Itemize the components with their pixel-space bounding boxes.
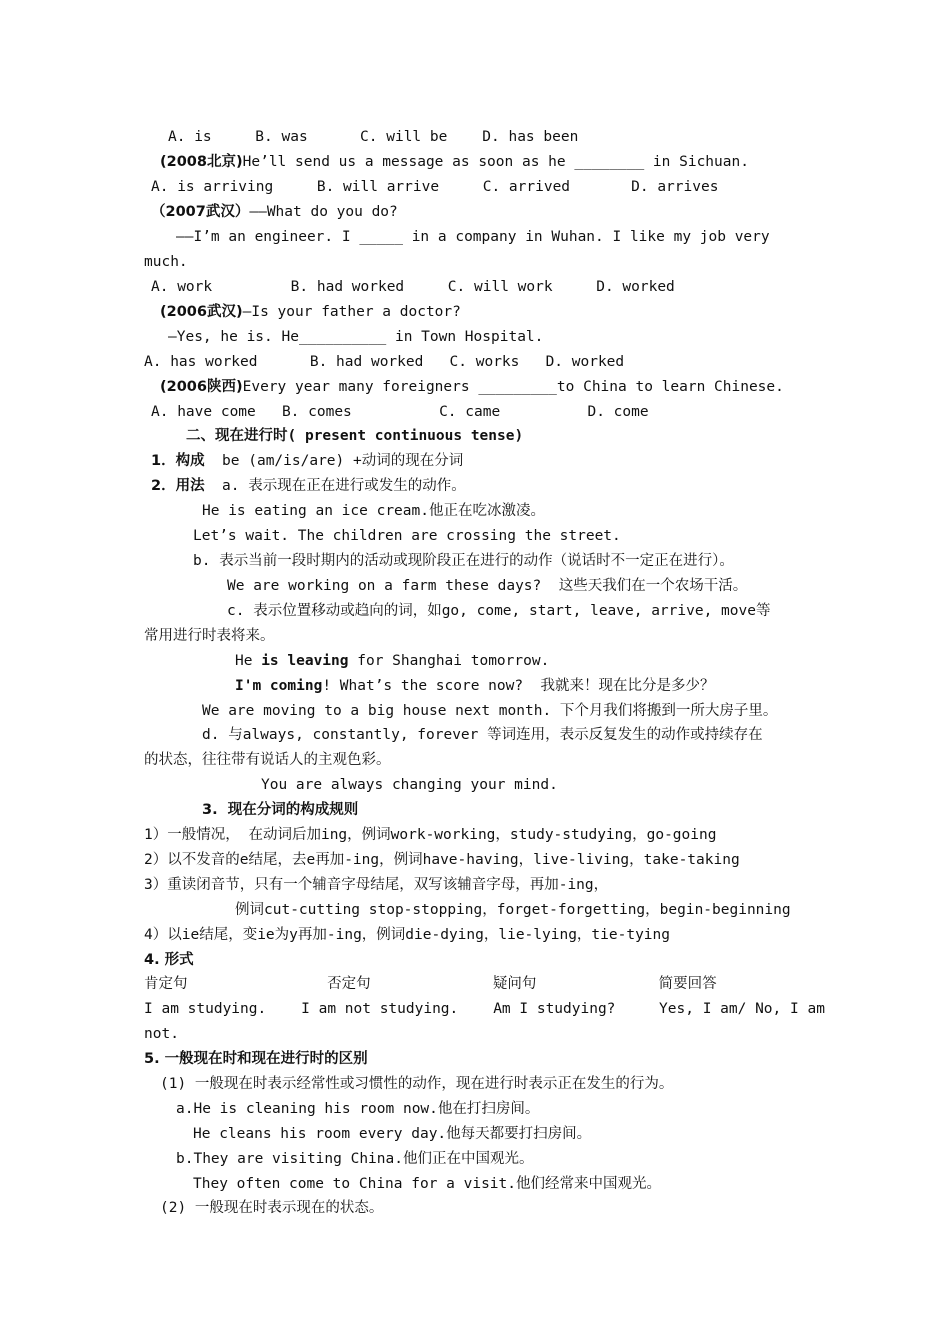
question-2006-wuhan: (2006武汉)—Is your father a doctor? <box>160 304 461 320</box>
section-heading: 二、现在进行时( present continuous tense) <box>186 428 524 444</box>
section-heading: 4. 形式 <box>144 952 194 968</box>
rule-item: 3）重读闭音节，只有一个辅音字母结尾，双写该辅音字母，再加-ing， <box>144 877 609 893</box>
form-table-row: I am studying. I am not studying. Am I studying? Yes, I am/ No, I am <box>144 1001 825 1017</box>
question-options: A. has worked B. had worked C. works D. worked <box>144 354 625 370</box>
rule-item: 2）以不发音的e结尾，去e再加-ing，例词have-having，live-living，take-taking <box>144 852 740 868</box>
question-2007-wuhan: （2007武汉）——What do you do? <box>151 204 398 220</box>
example-sentence: We are moving to a big house next month. 下个月我们将搬到一所大房子里。 <box>202 703 778 719</box>
usage-item: c. 表示位置移动或趋向的词，如go, come, start, leave, arrive, move等 <box>227 603 771 619</box>
question-2006-shaanxi: (2006陕西)Every year many foreigners _________to China to learn Chinese. <box>160 379 784 395</box>
question-line: much. <box>144 254 188 270</box>
usage-item: b. 表示当前一段时期内的活动或现阶段正在进行的动作（说话时不一定正在进行）。 <box>193 553 734 569</box>
question-options: A. work B. had worked C. will work D. worked <box>151 279 675 295</box>
section-heading: 5. 一般现在时和现在进行时的区别 <box>144 1051 368 1067</box>
section-heading: 3. 现在分词的构成规则 <box>202 802 359 818</box>
rule-item: 4）以ie结尾，变ie为y再加-ing，例词die-dying，lie-lying，tie-tying <box>144 927 670 943</box>
comparison-item: (1) 一般现在时表示经常性或习惯性的动作，现在进行时表示正在发生的行为。 <box>160 1076 674 1092</box>
usage-item: d. 与always, constantly, forever 等词连用，表示反复发生的动作或持续存在 <box>202 727 763 743</box>
example-sentence: He cleans his room every day.他每天都要打扫房间。 <box>193 1126 592 1142</box>
example-sentence: a.He is cleaning his room now.他在打扫房间。 <box>176 1101 540 1117</box>
usage-item: 2．用法 a. 表示现在正在进行或发生的动作。 <box>151 478 466 494</box>
example-sentence: They often come to China for a visit.他们经常来中国观光。 <box>193 1176 661 1192</box>
example-sentence: b.They are visiting China.他们正在中国观光。 <box>176 1151 534 1167</box>
question-options: A. is B. was C. will be D. has been <box>168 129 579 145</box>
example-sentence: You are always changing your mind. <box>261 777 558 793</box>
example-sentence: We are working on a farm these days? 这些天我们在一个农场干活。 <box>227 578 748 594</box>
example-sentence: He is leaving for Shanghai tomorrow. <box>235 653 550 669</box>
usage-item: 常用进行时表将来。 <box>144 628 275 644</box>
question-line: ——I’m an engineer. I _____ in a company in Wuhan. I like my job very <box>176 229 770 245</box>
question-2008-beijing: (2008北京)He’ll send us a message as soon as he ________ in Sichuan. <box>160 154 749 170</box>
comparison-item: (2) 一般现在时表示现在的状态。 <box>160 1200 384 1216</box>
form-table-row: not. <box>144 1026 179 1042</box>
question-options: A. is arriving B. will arrive C. arrived D. arrives <box>151 179 719 195</box>
question-line: —Yes, he is. He__________ in Town Hospital. <box>168 329 544 345</box>
structure-item: 1．构成 be (am/is/are) +动词的现在分词 <box>151 453 464 469</box>
example-sentence: He is eating an ice cream.他正在吃冰激凌。 <box>202 503 545 519</box>
usage-item: 的状态，往往带有说话人的主观色彩。 <box>144 752 391 768</box>
form-table-header: 肯定句 否定句 疑问句 简要回答 <box>144 976 717 992</box>
rule-item: 1）一般情况， 在动词后加ing，例词work-working，study-studying，go-going <box>144 827 717 843</box>
example-sentence: Let’s wait. The children are crossing the street. <box>193 528 621 544</box>
example-sentence: I'm coming! What’s the score now? 我就来！现在比分是多少？ <box>235 678 715 694</box>
rule-item: 例词cut-cutting stop-stopping，forget-forgetting，begin-beginning <box>235 902 791 918</box>
question-options: A. have come B. comes C. came D. come <box>151 404 649 420</box>
